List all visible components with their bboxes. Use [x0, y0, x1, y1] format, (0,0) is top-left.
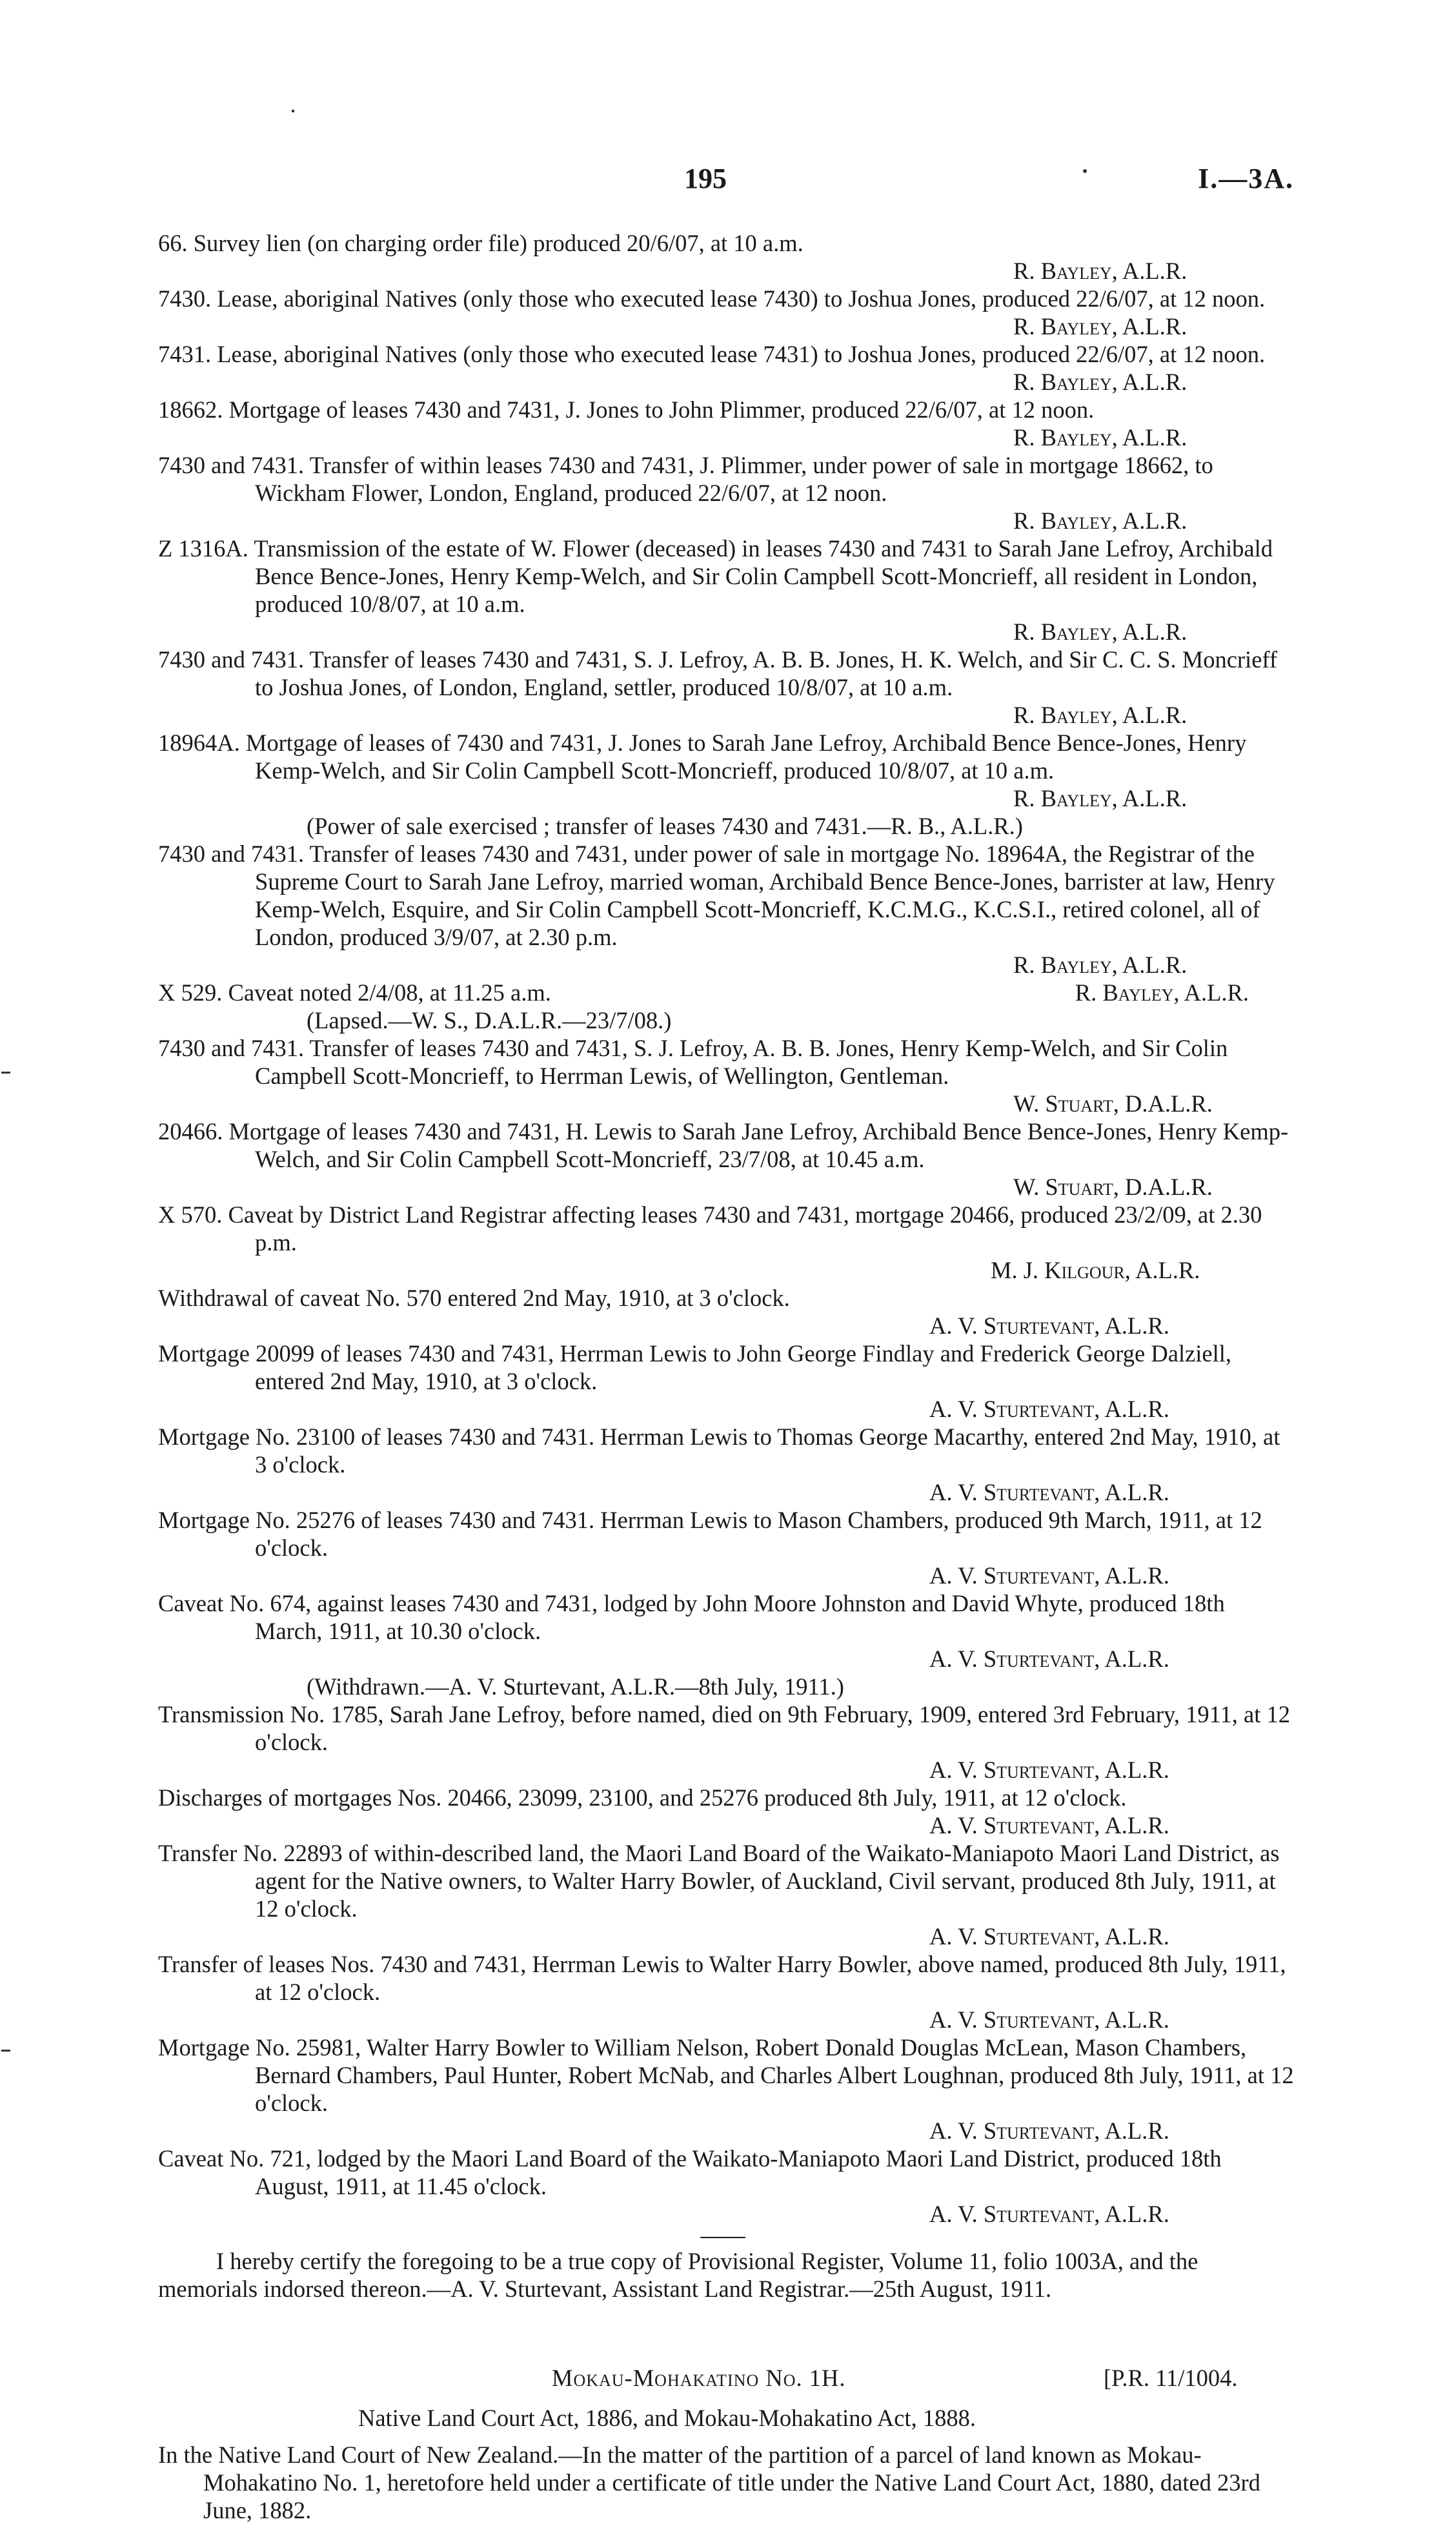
section-title: Mokau-Mohakatino No. 1H.: [552, 2365, 846, 2391]
entry-text: 18662. Mortgage of leases 7430 and 7431, J. Jones to John Plimmer, produced 22/6/07, at 12 noon.: [158, 396, 1095, 423]
entry-text: Mortgage 20099 of leases 7430 and 7431, Herrman Lewis to John George Findlay and Frederick George Dalziell, entered 2nd May, 1910, at 3 o'clock.: [158, 1340, 1232, 1394]
memorial-entry: [158, 1784, 1294, 1839]
entry-signature: A. V. Sturtevant, A.L.R.: [929, 2201, 1169, 2227]
memorials-list: [158, 229, 1294, 2228]
entry-text: 7430 and 7431. Transfer of leases 7430 and 7431, S. J. Lefroy, A. B. B. Jones, Henry Kemp-Welch, and Sir Colin Campbell Scott-Moncrieff, to Herrman Lewis, of Wellington, Gentleman.: [158, 1035, 1228, 1089]
entry-signature: A. V. Sturtevant, A.L.R.: [929, 1312, 1169, 1339]
memorial-entry: [158, 729, 1294, 840]
speck-mark: [292, 110, 294, 112]
entry-note: (Power of sale exercised ; transfer of leases 7430 and 7431.—R. B., A.L.R.): [307, 813, 1023, 839]
entry-text: 7430 and 7431. Transfer of leases 7430 and 7431, under power of sale in mortgage No. 18964A, the Registrar of the Supreme Court to Sarah Jane Lefroy, married woman, Archibald Bence Bence-Jones, barrister at law, Henry Kemp-Welch, Esquire, and Sir Colin Campbell Scott-Moncrieff, K.C.M.G., K.C.S.I., retired colonel, all of London, produced 3/9/07, at 2.30 p.m.: [158, 841, 1275, 950]
entry-signature: A. V. Sturtevant, A.L.R.: [929, 1562, 1169, 1589]
entry-text: 7431. Lease, aboriginal Natives (only those who executed lease 7431) to Joshua Jones, produced 22/6/07, at 12 noon.: [158, 341, 1266, 367]
entry-signature: R. Bayley, A.L.R.: [1013, 258, 1188, 284]
entry-text: Transfer No. 22893 of within-described land, the Maori Land Board of the Waikato-Maniapoto Maori Land District, as agent for the Native owners, to Walter Harry Bowler, of Auckland, Civil servant, produced 8th July, 1911, at 12 o'clock.: [158, 1840, 1280, 1922]
entry-text: Transmission No. 1785, Sarah Jane Lefroy, before named, died on 9th February, 1909, entered 3rd February, 1911, at 12 o'clock.: [158, 1701, 1290, 1755]
section-divider: [700, 2237, 745, 2238]
memorial-entry: [158, 1589, 1294, 1700]
memorial-entry: [158, 1201, 1294, 1284]
entry-signature: R. Bayley, A.L.R.: [1013, 507, 1188, 534]
memorial-entry: [158, 2033, 1294, 2145]
entry-signature: A. V. Sturtevant, A.L.R.: [929, 2006, 1169, 2033]
memorial-entry: [158, 535, 1294, 646]
entry-signature: W. Stuart, D.A.L.R.: [1013, 1090, 1213, 1117]
entry-signature: R. Bayley, A.L.R.: [1013, 424, 1188, 451]
memorial-entry: [158, 1423, 1294, 1506]
entry-note: (Lapsed.—W. S., D.A.L.R.—23/7/08.): [307, 1007, 672, 1034]
entry-text: 20466. Mortgage of leases 7430 and 7431, H. Lewis to Sarah Jane Lefroy, Archibald Bence Bence-Jones, Henry Kemp-Welch, and Sir Colin Campbell Scott-Moncrieff, 23/7/08, at 10.45 a.m.: [158, 1118, 1289, 1172]
memorial-entry: [158, 646, 1294, 729]
entry-text: 18964A. Mortgage of leases of 7430 and 7431, J. Jones to Sarah Jane Lefroy, Archibald Bence Bence-Jones, Henry Kemp-Welch, and Sir Colin Campbell Scott-Moncrieff, produced 10/8/07, at 10 a.m.: [158, 729, 1247, 784]
entry-text: Transfer of leases Nos. 7430 and 7431, Herrman Lewis to Walter Harry Bowler, above named, produced 8th July, 1911, at 12 o'clock.: [158, 1951, 1286, 2005]
entry-signature: M. J. Kilgour, A.L.R.: [991, 1257, 1200, 1283]
entry-text: 66. Survey lien (on charging order file) produced 20/6/07, at 10 a.m.: [158, 230, 804, 256]
entry-text: [158, 979, 1294, 1006]
entry-signature: R. Bayley, A.L.R.: [1013, 369, 1188, 395]
entry-text: Caveat No. 721, lodged by the Maori Land Board of the Waikato-Maniapoto Maori Land District, produced 18th August, 1911, at 11.45 o'clock.: [158, 2145, 1222, 2199]
entry-signature: A. V. Sturtevant, A.L.R.: [929, 1812, 1169, 1839]
page-header: [158, 165, 1294, 229]
memorial-entry: [158, 1340, 1294, 1423]
memorial-entry: [158, 1839, 1294, 1950]
entry-text: Caveat No. 674, against leases 7430 and 7431, lodged by John Moore Johnston and David Whyte, produced 18th March, 1911, at 10.30 o'clock.: [158, 1590, 1225, 1644]
memorial-entry: [158, 1117, 1294, 1201]
section-heading: [158, 2364, 1294, 2396]
entry-text: Withdrawal of caveat No. 570 entered 2nd May, 1910, at 3 o'clock.: [158, 1285, 790, 1311]
entry-signature: A. V. Sturtevant, A.L.R.: [929, 1479, 1169, 1505]
entry-text-body: X 529. Caveat noted 2/4/08, at 11.25 a.m.: [158, 979, 551, 1006]
entry-text: X 570. Caveat by District Land Registrar affecting leases 7430 and 7431, mortgage 20466, produced 23/2/09, at 2.30 p.m.: [158, 1201, 1262, 1256]
memorial-entry: [158, 1506, 1294, 1589]
entry-signature: R. Bayley, A.L.R.: [1013, 952, 1188, 978]
certificate-text: I hereby certify the foregoing to be a true copy of Provisional Register, Volume 11, folio 1003A, and the memorials indorsed thereon.—A. V. Sturtevant, Assistant Land Registrar.—25th August, 1911.: [158, 2248, 1198, 2302]
memorial-entry: [158, 396, 1294, 451]
memorial-entry: [158, 840, 1294, 979]
edge-mark: [1, 1072, 10, 1074]
entry-text: Mortgage No. 23100 of leases 7430 and 7431. Herrman Lewis to Thomas George Macarthy, entered 2nd May, 1910, at 3 o'clock.: [158, 1423, 1280, 1478]
entry-signature: A. V. Sturtevant, A.L.R.: [929, 1757, 1169, 1783]
entry-signature: R. Bayley, A.L.R.: [1075, 979, 1249, 1006]
memorial-entry: [158, 229, 1294, 285]
entry-text: Z 1316A. Transmission of the estate of W. Flower (deceased) in leases 7430 and 7431 to Sarah Jane Lefroy, Archibald Bence Bence-Jones, Henry Kemp-Welch, and Sir Colin Campbell Scott-Moncrieff, all resident in London, produced 10/8/07, at 10 a.m.: [158, 535, 1273, 617]
entry-signature: R. Bayley, A.L.R.: [1013, 785, 1188, 811]
entry-text: 7430 and 7431. Transfer of leases 7430 and 7431, S. J. Lefroy, A. B. B. Jones, H. K. Welch, and Sir C. C. S. Moncrieff to Joshua Jones, of London, England, settler, produced 10/8/07, at 10 a.m.: [158, 646, 1278, 700]
act-title: Native Land Court Act, 1886, and Mokau-Mohakatino Act, 1888.: [358, 2405, 976, 2431]
document-ref: I.—3A.: [1198, 163, 1294, 194]
entry-text: Mortgage No. 25981, Walter Harry Bowler to William Nelson, Robert Donald Douglas McLean, Mason Chambers, Bernard Chambers, Paul Hunter, Robert McNab, and Charles Albert Loughnan, produced 8th July, 1911, at 12 o'clock.: [158, 2034, 1294, 2116]
memorial-entry: [158, 340, 1294, 396]
entry-signature: A. V. Sturtevant, A.L.R.: [929, 1396, 1169, 1422]
pr-reference: [P.R. 11/1004.: [1104, 2365, 1238, 2391]
entry-signature: R. Bayley, A.L.R.: [1013, 702, 1188, 728]
memorial-entry: [158, 285, 1294, 340]
entry-signature: A. V. Sturtevant, A.L.R.: [929, 1646, 1169, 1672]
entry-signature: R. Bayley, A.L.R.: [1013, 313, 1188, 340]
entry-signature: A. V. Sturtevant, A.L.R.: [929, 2117, 1169, 2144]
entry-signature: A. V. Sturtevant, A.L.R.: [929, 1923, 1169, 1950]
entry-text: 7430. Lease, aboriginal Natives (only those who executed lease 7430) to Joshua Jones, produced 22/6/07, at 12 noon.: [158, 285, 1266, 312]
entry-signature: W. Stuart, D.A.L.R.: [1013, 1174, 1213, 1200]
memorial-entry: [158, 2145, 1294, 2228]
memorial-entry: [158, 979, 1294, 1034]
page-number: 195: [684, 163, 727, 194]
entry-signature: R. Bayley, A.L.R.: [1013, 618, 1188, 645]
memorial-entry: [158, 1700, 1294, 1784]
memorial-entry: [158, 1284, 1294, 1340]
entry-text: 7430 and 7431. Transfer of within leases 7430 and 7431, J. Plimmer, under power of sale in mortgage 18662, to Wickham Flower, London, England, produced 22/6/07, at 12 noon.: [158, 452, 1213, 506]
document-page: [158, 165, 1294, 2548]
memorial-entry: [158, 1034, 1294, 1117]
entry-note: (Withdrawn.—A. V. Sturtevant, A.L.R.—8th July, 1911.): [307, 1673, 844, 1700]
entry-text: Mortgage No. 25276 of leases 7430 and 7431. Herrman Lewis to Mason Chambers, produced 9th March, 1911, at 12 o'clock.: [158, 1507, 1262, 1561]
memorial-entry: [158, 451, 1294, 535]
edge-mark: [1, 2050, 10, 2052]
preamble-text: In the Native Land Court of New Zealand.—In the matter of the partition of a parcel of land known as Mokau-Mohakatino No. 1, heretofore held under a certificate of title under the Native Land Court Act, 1880, dated 23rd June, 1882.: [158, 2441, 1260, 2523]
memorial-entry: [158, 1950, 1294, 2033]
entry-text: Discharges of mortgages Nos. 20466, 23099, 23100, and 25276 produced 8th July, 1911, at 12 o'clock.: [158, 1784, 1127, 1811]
